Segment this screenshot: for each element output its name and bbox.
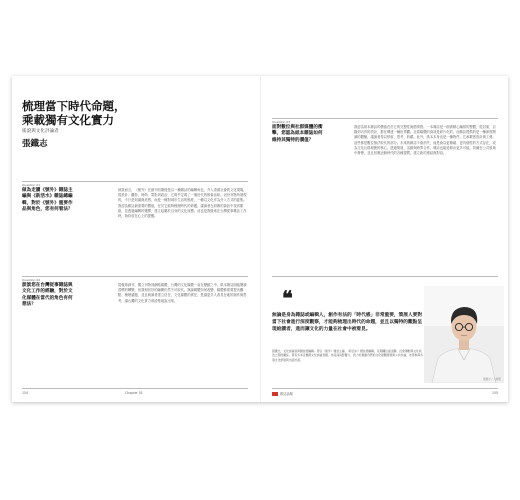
title-line: 乘載獨有文化實力 <box>22 113 114 127</box>
divider <box>22 181 248 182</box>
question-label: Question 01 <box>22 183 41 187</box>
question-text: 談談您在台灣從事雜誌與文化工作的經驗，對於文化媒體在當代的角色有何想法？ <box>22 283 73 308</box>
author-bio: 張鐵志，文化評論者與雜誌總編輯。曾任《號外》雜誌主編、《新活水》雜誌總編輯，長期關注搖滾樂、社會運動與文化政治之間的關係。著有多本音樂與文化評論書籍，作品深具影響力，致力於推動台灣的文化媒體發展與公共討論，亦曾參與多項文化策展與出版計畫。 <box>272 349 424 362</box>
footer-brand-label: 雜誌論壇 <box>280 392 293 396</box>
brand-logo-icon <box>272 392 278 396</box>
divider <box>22 276 248 277</box>
divider <box>272 276 498 277</box>
pull-quote: 無論是身為雜誌或編輯人，創作有法的「時代感」非常重要，策展人要對當下社會進行深度觀察，才能夠梳理出時代的命題，並且以獨特的觀點呈現給讀者，進而讓文化的力量在社會中被看見。 <box>272 313 423 332</box>
author-name: 張鐵志 <box>22 139 48 149</box>
author-portrait <box>424 286 504 383</box>
photo-caption: 張鐵志 / 人物照 <box>482 378 501 381</box>
answer-text: 我認為紙本雜誌的價值在於它的完整性與節奏感。一本雜誌是一個被精心編排的整體，從封面、目錄到內頁的設計，都在傳達一種世界觀。社群媒體的資訊是碎片化的，而雜誌提供的是一種深度閱讀的體驗，讓讀者得以停留、思考、收藏。此外，紙本本身也是一種物件，它承載著設計與工藝，這些都是數位無法取代的部分。未來的雜誌不會消失，而是會以更精緻、更具個性的方式存在，成為文化社群凝聚的核心。透過策展、活動與跨界合作，雜誌也能延伸出更多可能，持續在公共領域中發聲，並且回應這個時代的各種提問，建立新的連結與對話。 <box>354 125 496 156</box>
page-gutter <box>260 76 261 402</box>
author-subtitle: 搖滾與文化評論者 <box>22 129 59 134</box>
chapter-label: Chapter 01 <box>125 391 143 395</box>
question-label: Question 02 <box>22 278 41 282</box>
answer-text: 從報紙副刊、獨立刊物到網路媒體，台灣的文化媒體一直在變動之中。紙本雜誌面臨閱讀習慣的轉變，但我相信好的編輯仍然不可取代。無論載體如何改變，媒體都需要提出觀點、梳理議題，並且與讀者建立信任。文化媒體的責任，是讓更多人看見在地的創作與思考，讓台灣的文化實力被清楚地說出來。 <box>118 283 247 303</box>
question-text: 面對數位與社群媒體的衝擊，您認為紙本雜誌如何維持其獨特的價值？ <box>272 125 323 143</box>
article-title <box>22 99 126 127</box>
page-number: 154 <box>22 391 29 395</box>
footer-rule <box>272 388 498 389</box>
title-line: 梳理當下時代命題， <box>22 99 126 113</box>
footer-brand <box>272 391 293 396</box>
answer-text: 就我而言，《號外》在創刊初期便是以一種雜誌的編輯角色，介入香港社會的文化現場，從設計、攝影、時尚、電影到政治，它幾乎定義了一個世代的都會品味。這份刊物所展現的，不只是知識與美感，而是一種對城市生活的態度，一種以文化作為介入方式的姿態。我認為雜誌最重要的價值，在於它能夠梳理時代的命題，讓讀者在紛雜的資訊中找到脈絡，並透過編輯的選擇，建立起屬於自身的文化座標。這也是我後來在台灣從事雜誌工作時，始終放在心上的提醒。 <box>118 188 247 219</box>
question-label: Question 03 <box>272 120 291 124</box>
quote-mark-icon: ❝ <box>282 286 293 310</box>
divider <box>272 118 498 119</box>
portrait-illustration <box>424 286 504 383</box>
question-text: 做為走讀《號外》雜誌主編與《新活水》雜誌總編輯，對於《號外》重要作品與角色，您有何看法？ <box>22 188 73 213</box>
footer-rule <box>22 388 248 389</box>
page-number: 155 <box>492 391 499 395</box>
